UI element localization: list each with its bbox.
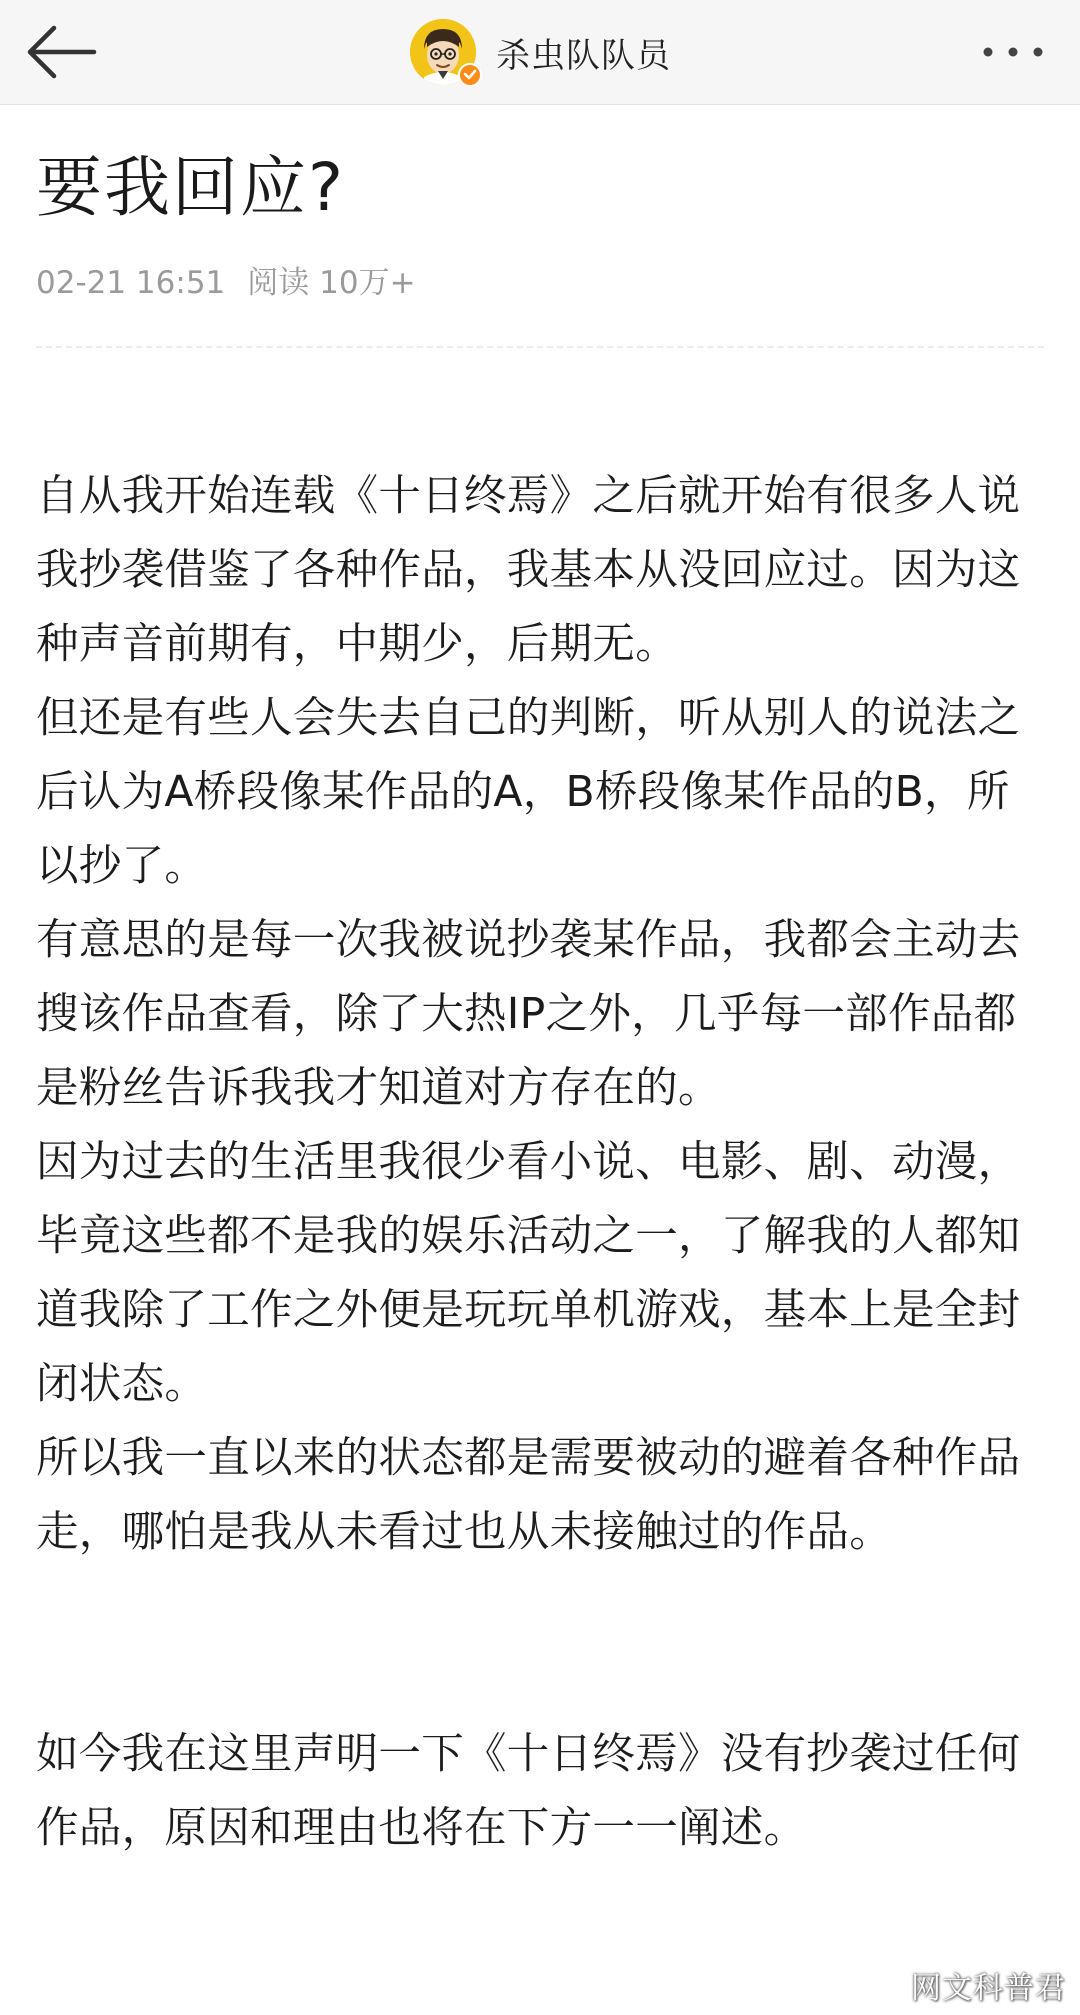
avatar[interactable] <box>410 19 476 85</box>
watermark: 网文科普君 <box>911 1971 1066 2006</box>
author-name[interactable]: 杀虫队队员 <box>496 35 671 76</box>
more-dots-icon <box>968 22 1058 82</box>
paragraph: 如今我在这里声明一下《十日终焉》没有抄袭过任何作品，原因和理由也将在下方一一阐述。 <box>36 1730 1021 1853</box>
paragraph: 但还是有些人会失去自己的判断，听从别人的说法之后认为A桥段像某作品的A，B桥段像某作品的B，所以抄了。 <box>36 694 1021 891</box>
paragraph: 因为过去的生活里我很少看小说、电影、剧、动漫，毕竟这些都不是我的娱乐活动之一，了解我的人都知道我除了工作之外便是玩玩单机游戏，基本上是全封闭状态。 <box>36 1138 1021 1409</box>
back-button[interactable] <box>22 12 102 92</box>
paragraph: 自从我开始连载《十日终焉》之后就开始有很多人说我抄袭借鉴了各种作品，我基本从没回应过。因为这种声音前期有，中期少，后期无。 <box>36 472 1021 669</box>
paragraph: 所以我一直以来的状态都是需要被动的避着各种作品走，哪怕是我从未看过也从未接触过的作品。 <box>36 1434 1021 1557</box>
verified-badge-icon <box>460 65 480 85</box>
author-info[interactable] <box>410 14 671 90</box>
more-button[interactable] <box>968 22 1058 82</box>
read-count: 阅读 10万+ <box>247 265 416 301</box>
article-meta <box>36 258 416 308</box>
article-body <box>36 460 1048 1866</box>
paragraph: 有意思的是每一次我被说抄袭某作品，我都会主动去搜该作品查看，除了大热IP之外，几乎每一部作品都是粉丝告诉我我才知道对方存在的。 <box>36 916 1021 1113</box>
arrow-left-icon <box>22 12 102 92</box>
divider <box>36 346 1044 348</box>
article-title: 要我回应? <box>36 149 346 226</box>
verified-badge <box>458 63 482 87</box>
publish-date: 02-21 16:51 <box>36 265 226 301</box>
top-nav-bar <box>0 0 1080 105</box>
